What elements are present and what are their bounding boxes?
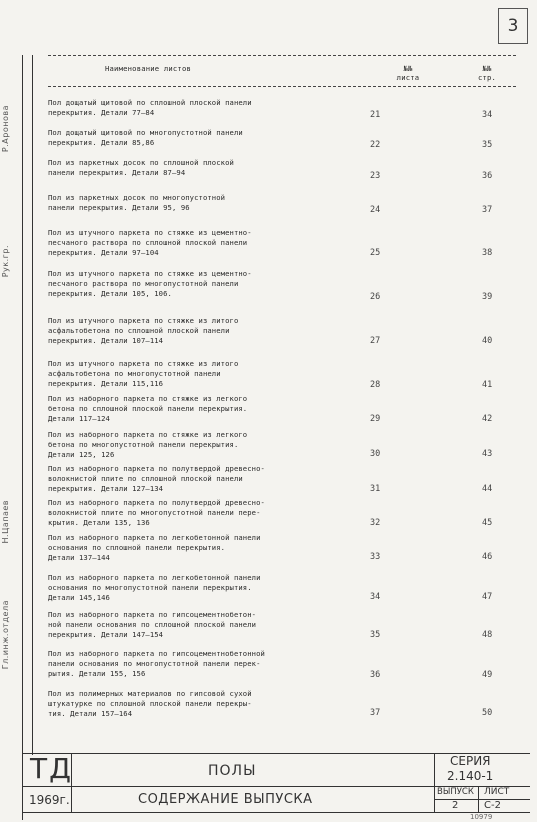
row-name: Пол из штучного паркета по стяжке из цементно- песчаного раствора по многопустотной панели перекрытия. Детали 105, 106. xyxy=(48,269,252,298)
stamp-year: 1969г. xyxy=(29,793,70,807)
row-page: 44 xyxy=(482,484,493,494)
row-page: 42 xyxy=(482,414,493,424)
row-sheet: 34 xyxy=(370,592,381,602)
stamp-issue-label: ВЫПУСК xyxy=(437,787,474,797)
row-page: 38 xyxy=(482,248,493,258)
row-name: Пол из наборного паркета по полутвердой древесно- волокнистой плите по многопустотной панели пере- крытия. Детали 135, 136 xyxy=(48,498,265,527)
row-sheet: 23 xyxy=(370,171,381,181)
row-name: Пол из наборного паркета по стяжке из легкого бетона по многопустотной панели перекрытия. Детали 125, 126 xyxy=(48,430,248,459)
header-page-col: №№ стр. xyxy=(477,64,497,82)
row-name: Пол из наборного паркета по легкобетонной панели основания по сплошной панели перекрытия. Детали 137–144 xyxy=(48,533,261,562)
row-page: 43 xyxy=(482,449,493,459)
row-sheet: 37 xyxy=(370,708,381,718)
row-sheet: 26 xyxy=(370,292,381,302)
header-name-col: Наименование листов xyxy=(105,64,192,73)
row-sheet: 35 xyxy=(370,630,381,640)
row-sheet: 25 xyxy=(370,248,381,258)
left-frame-line xyxy=(22,55,23,820)
row-sheet: 22 xyxy=(370,140,381,150)
row-sheet: 28 xyxy=(370,380,381,390)
stamp-bottom-line xyxy=(22,812,530,813)
page-number: 3 xyxy=(498,8,528,44)
stamp-footer-note: 10979 xyxy=(470,813,493,821)
row-name: Пол из наборного паркета по полутвердой древесно- волокнистой плите по сплошной плоской панели перекрытия. Детали 127–134 xyxy=(48,464,265,493)
row-name: Пол из паркетных досок по многопустотной панели перекрытия. Детали 95, 96 xyxy=(48,193,226,212)
row-sheet: 21 xyxy=(370,110,381,120)
row-name: Пол из штучного паркета по стяжке из литого асфальтобетона по сплошной плоской панели перекрытия. Детали 107–114 xyxy=(48,316,239,345)
row-name: Пол из наборного паркета по гипсоцементнобетон- ной панели основания по сплошной плоской панели перекрытия. Детали 147–154 xyxy=(48,610,257,639)
row-name: Пол дощатый щитовой по многопустотной панели перекрытия. Детали 85,86 xyxy=(48,128,243,147)
row-sheet: 29 xyxy=(370,414,381,424)
row-sheet: 24 xyxy=(370,205,381,215)
row-name: Пол из наборного паркета по стяжке из легкого бетона по сплошной плоской панели перекрытия. Детали 117–124 xyxy=(48,394,248,423)
row-page: 37 xyxy=(482,205,493,215)
row-page: 48 xyxy=(482,630,493,640)
stamp-org: ТД xyxy=(30,752,73,785)
stamp-sheet-label: ЛИСТ xyxy=(484,787,510,797)
stamp-subtitle: СОДЕРЖАНИЕ ВЫПУСКА xyxy=(138,792,313,807)
row-sheet: 33 xyxy=(370,552,381,562)
header-bottom-dash xyxy=(48,86,516,87)
stamp-divider-2 xyxy=(434,753,435,812)
row-page: 39 xyxy=(482,292,493,302)
row-name: Пол дощатый щитовой по сплошной плоской панели перекрытия. Детали 77–84 xyxy=(48,98,252,117)
row-page: 35 xyxy=(482,140,493,150)
row-name: Пол из паркетных досок по сплошной плоской панели перекрытия. Детали 87–94 xyxy=(48,158,234,177)
stamp-issue-value: 2 xyxy=(452,800,459,811)
row-sheet: 30 xyxy=(370,449,381,459)
left-inner-frame-line xyxy=(32,55,33,755)
row-name: Пол из наборного паркета по гипсоцементнобетонной панели основания по многопустотной панели перек- рытия. Детали 155, 156 xyxy=(48,649,265,678)
row-page: 45 xyxy=(482,518,493,528)
row-name: Пол из полимерных материалов по гипсовой сухой штукатурке по сплошной плоской панели перекры- тия. Детали 157–164 xyxy=(48,689,252,718)
stamp-sheet-value: С-2 xyxy=(484,800,501,811)
row-page: 34 xyxy=(482,110,493,120)
row-page: 40 xyxy=(482,336,493,346)
row-sheet: 36 xyxy=(370,670,381,680)
row-name: Пол из штучного паркета по стяжке из цементно- песчаного раствора по сплошной плоской панели перекрытия. Детали 97–104 xyxy=(48,228,252,257)
side-label-checker: Н.Цапаев xyxy=(1,500,10,544)
row-sheet: 27 xyxy=(370,336,381,346)
row-page: 47 xyxy=(482,592,493,602)
row-page: 46 xyxy=(482,552,493,562)
side-label-chief-engineer: Гл.инж.отдела xyxy=(1,600,10,670)
stamp-series-label: СЕРИЯ xyxy=(450,754,491,768)
header-sheet-col: №№ листа xyxy=(396,64,420,82)
row-page: 36 xyxy=(482,171,493,181)
stamp-title: ПОЛЫ xyxy=(208,763,257,779)
row-name: Пол из штучного паркета по стяжке из литого асфальтобетона по многопустотной панели перекрытия. Детали 115,116 xyxy=(48,359,239,388)
header-top-dash xyxy=(48,55,516,56)
stamp-inner-line xyxy=(434,799,530,800)
row-name: Пол из наборного паркета по легкобетонной панели основания по многопустотной панели перекрытия. Детали 145,146 xyxy=(48,573,261,602)
row-page: 49 xyxy=(482,670,493,680)
row-sheet: 31 xyxy=(370,484,381,494)
stamp-series-value: 2.140-1 xyxy=(447,769,494,783)
row-page: 41 xyxy=(482,380,493,390)
row-page: 50 xyxy=(482,708,493,718)
row-sheet: 32 xyxy=(370,518,381,528)
side-label-author: Р.Аронова xyxy=(1,105,10,153)
side-label-group-lead: Рук.гр. xyxy=(1,245,10,278)
